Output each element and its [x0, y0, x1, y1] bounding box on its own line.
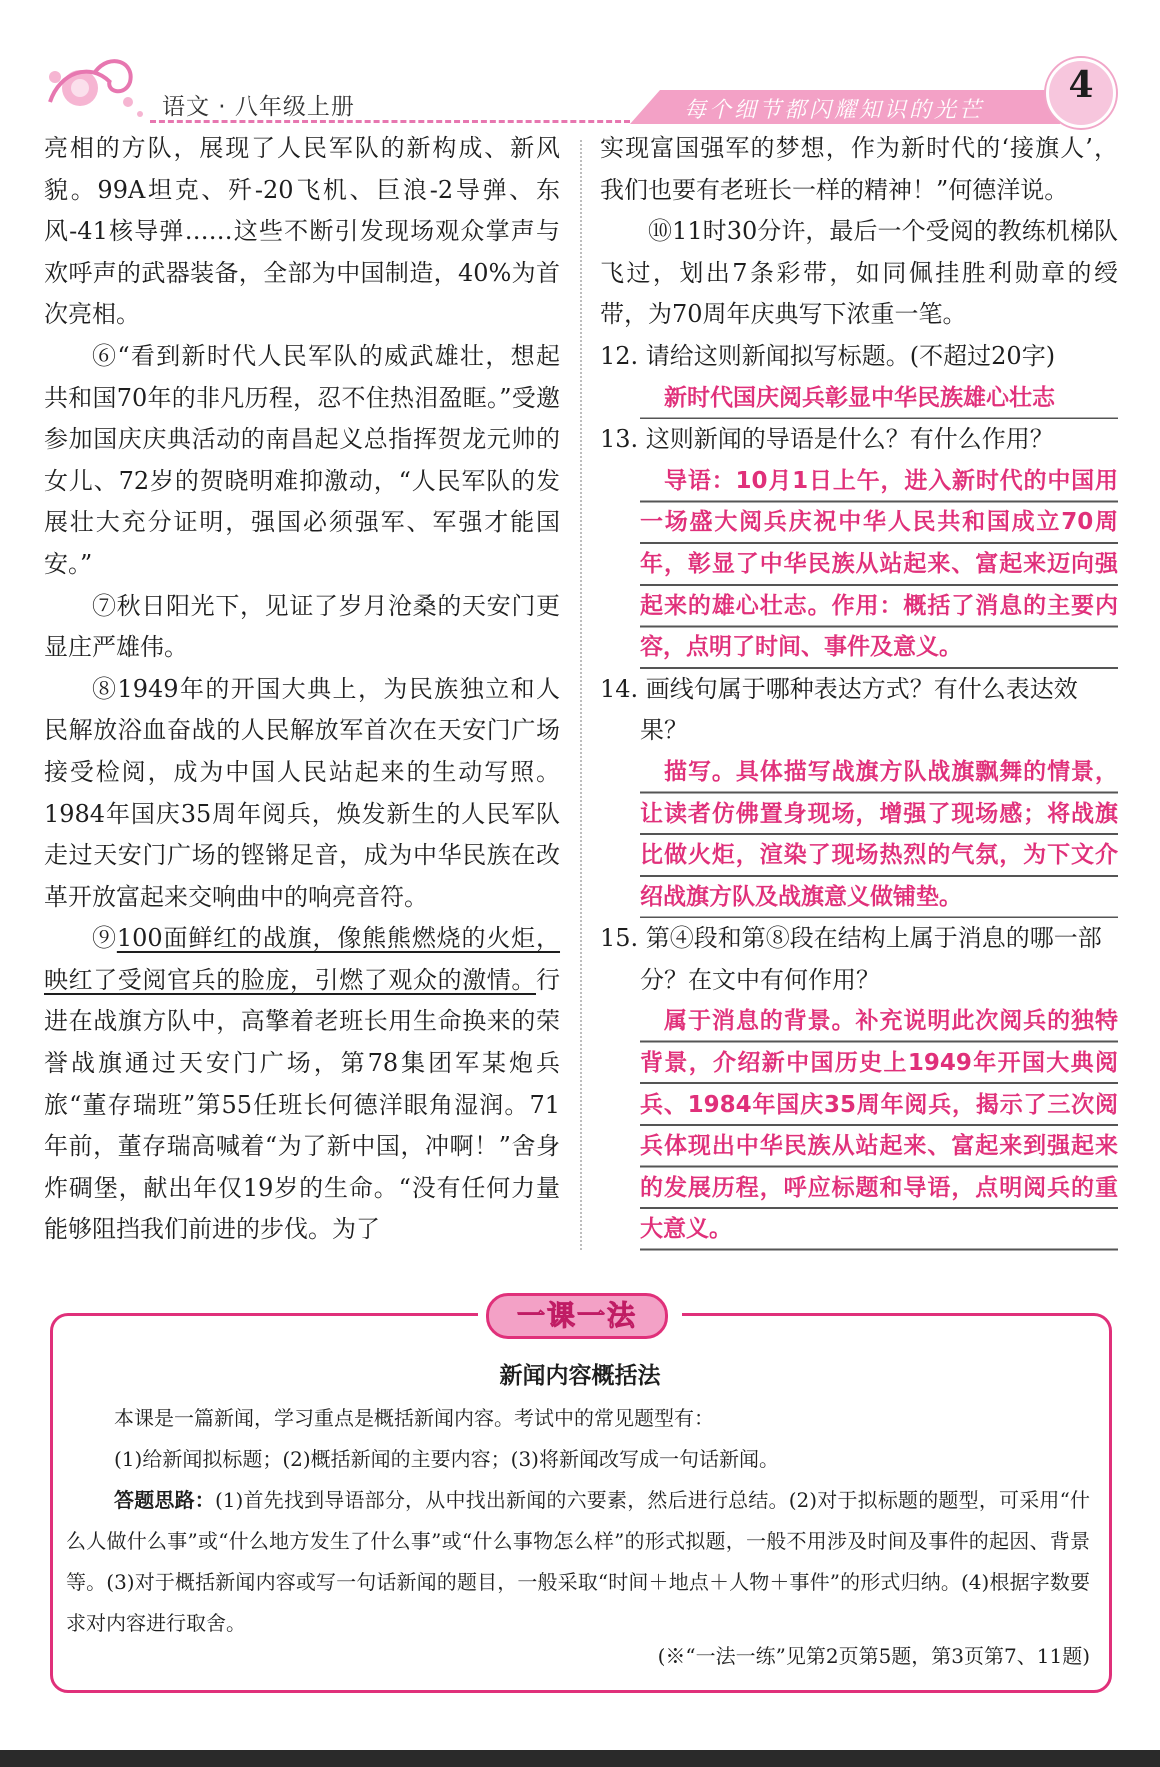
question-12: 12. 请给这则新闻拟写标题。(不超过20字)	[600, 341, 1056, 370]
question-13: 13. 这则新闻的导语是什么？有什么作用？	[600, 425, 1054, 454]
column-divider	[580, 140, 582, 1250]
answer-approach-text: (1)首先找到导语部分，从中找出新闻的六要素，然后进行总结。(2)对于拟标题的题型，可采用“什么人做什么事”或“什么地方发生了什么事”或“什么事物怎么样”的形式拟题，一般不用涉及时间及事件的起因、背景等。(3)对于概括新闻内容或写一句话新闻的题目，一般采取“时间＋地点＋人物＋事件”的形式归纳。(4)根据字数要求对内容进行取舍。	[66, 1488, 1091, 1635]
method-question-types: (1)给新闻拟标题；(2)概括新闻的主要内容；(3)将新闻改写成一句话新闻。	[114, 1447, 779, 1471]
answer-14: 描写。具体描写战旗方队战旗飘舞的情景，让读者仿佛置身现场，增强了现场感；将战旗比做火炬，渲染了现场热烈的气氛，为下文介绍战旗方队及战旗意义做铺垫。	[640, 752, 1118, 918]
answer-15: 属于消息的背景。补充说明此次阅兵的独特背景，介绍新中国历史上1949年开国大典阅兵、1984年国庆35周年阅兵，揭示了三次阅兵体现出中华民族从站起来、富起来到强起来的发展历程，呼应标题和导语，点明阅兵的重大意义。	[640, 1001, 1118, 1251]
answer-approach-label: 答题思路：	[114, 1488, 215, 1512]
method-body	[66, 1398, 1090, 1644]
page-header	[0, 0, 1160, 140]
paragraph-5-continued: 亮相的方队，展现了人民军队的新构成、新风貌。99A坦克、歼-20飞机、巨浪-2导弹、东风-41核导弹……这些不断引发现场观众掌声与欢呼声的武器装备，全部为中国制造，40%为首次亮相。	[44, 134, 560, 329]
underlined-sentence: 100面鲜红的战旗，像熊熊燃烧的火炬，映红了受阅官兵的脸庞，引燃了观众的激情。	[44, 924, 561, 994]
method-tab-label: 一课一法	[516, 1299, 637, 1332]
method-title: 新闻内容概括法	[499, 1363, 661, 1389]
right-column	[600, 128, 1118, 1251]
method-tab	[486, 1293, 668, 1339]
paragraph-9-continued: 实现富国强军的梦想，作为新时代的‘接旗人’，我们也要有老班长一样的精神！”何德洋说。	[600, 134, 1118, 204]
page-number: 4	[1068, 64, 1094, 106]
answer-12: 新时代国庆阅兵彰显中华民族雄心壮志	[640, 378, 1118, 420]
paragraph-8: ⑧1949年的开国大典上，为民族独立和人民解放浴血奋战的人民解放军首次在天安门广场接受检阅，成为中国人民站起来的生动写照。1984年国庆35周年阅兵，焕发新生的人民军队走过天安门广场的铿锵足音，成为中华民族在改革开放富起来交响曲中的响亮音符。	[44, 674, 560, 911]
slogan-text: 每个细节都闪耀知识的光芒	[684, 98, 985, 123]
header-dashed-line	[150, 120, 630, 123]
paragraph-6: ⑥“看到新时代人民军队的威武雄壮，想起共和国70年的非凡历程，忍不住热泪盈眶。”受邀参加国庆庆典活动的南昌起义总指挥贺龙元帅的女儿、72岁的贺晓明难抑激动，“人民军队的发展壮大充分证明，强国必须强军、军强才能国安。”	[44, 341, 560, 578]
book-title: 语文 · 八年级上册	[162, 94, 355, 120]
flower-ornament-icon	[40, 52, 150, 122]
left-column	[44, 128, 560, 1251]
method-practice-note: (※“一法一练”见第2页第5题，第3页第7、11题)	[657, 1644, 1090, 1668]
paragraph-9	[44, 918, 560, 1251]
method-intro: 本课是一篇新闻，学习重点是概括新闻内容。考试中的常见题型有：	[114, 1406, 714, 1430]
paragraph-10: ⑩11时30分许，最后一个受阅的教练机梯队飞过，划出7条彩带，如同佩挂胜利勋章的绶带，为70周年庆典写下浓重一笔。	[600, 217, 1118, 329]
footer-bar	[0, 1750, 1160, 1767]
paragraph-9-text: 行进在战旗方队中，高擎着老班长用生命换来的荣誉战旗通过天安门广场，第78集团军某炮兵旅“董存瑞班”第55任班长何德洋眼角湿润。71年前，董存瑞高喊着“为了新中国，冲啊！”舍身炸碉堡，献出年仅19岁的生命。“没有任何力量能够阻挡我们前进的步伐。为了	[44, 965, 560, 1244]
paragraph-7: ⑦秋日阳光下，见证了岁月沧桑的天安门更显庄严雄伟。	[44, 591, 560, 662]
paragraph-9-number: ⑨	[92, 924, 117, 953]
method-answer-approach	[66, 1480, 1090, 1644]
question-14: 14. 画线句属于哪种表达方式？有什么表达效果？	[600, 674, 1078, 745]
question-15: 15. 第④段和第⑧段在结构上属于消息的哪一部分？在文中有何作用？	[600, 924, 1102, 994]
answer-13: 导语：10月1日上午，进入新时代的中国用一场盛大阅兵庆祝中华人民共和国成立70周年，彰显了中华民族从站起来、富起来迈向强起来的雄心壮志。作用：概括了消息的主要内容，点明了时间、事件及意义。	[640, 461, 1118, 669]
